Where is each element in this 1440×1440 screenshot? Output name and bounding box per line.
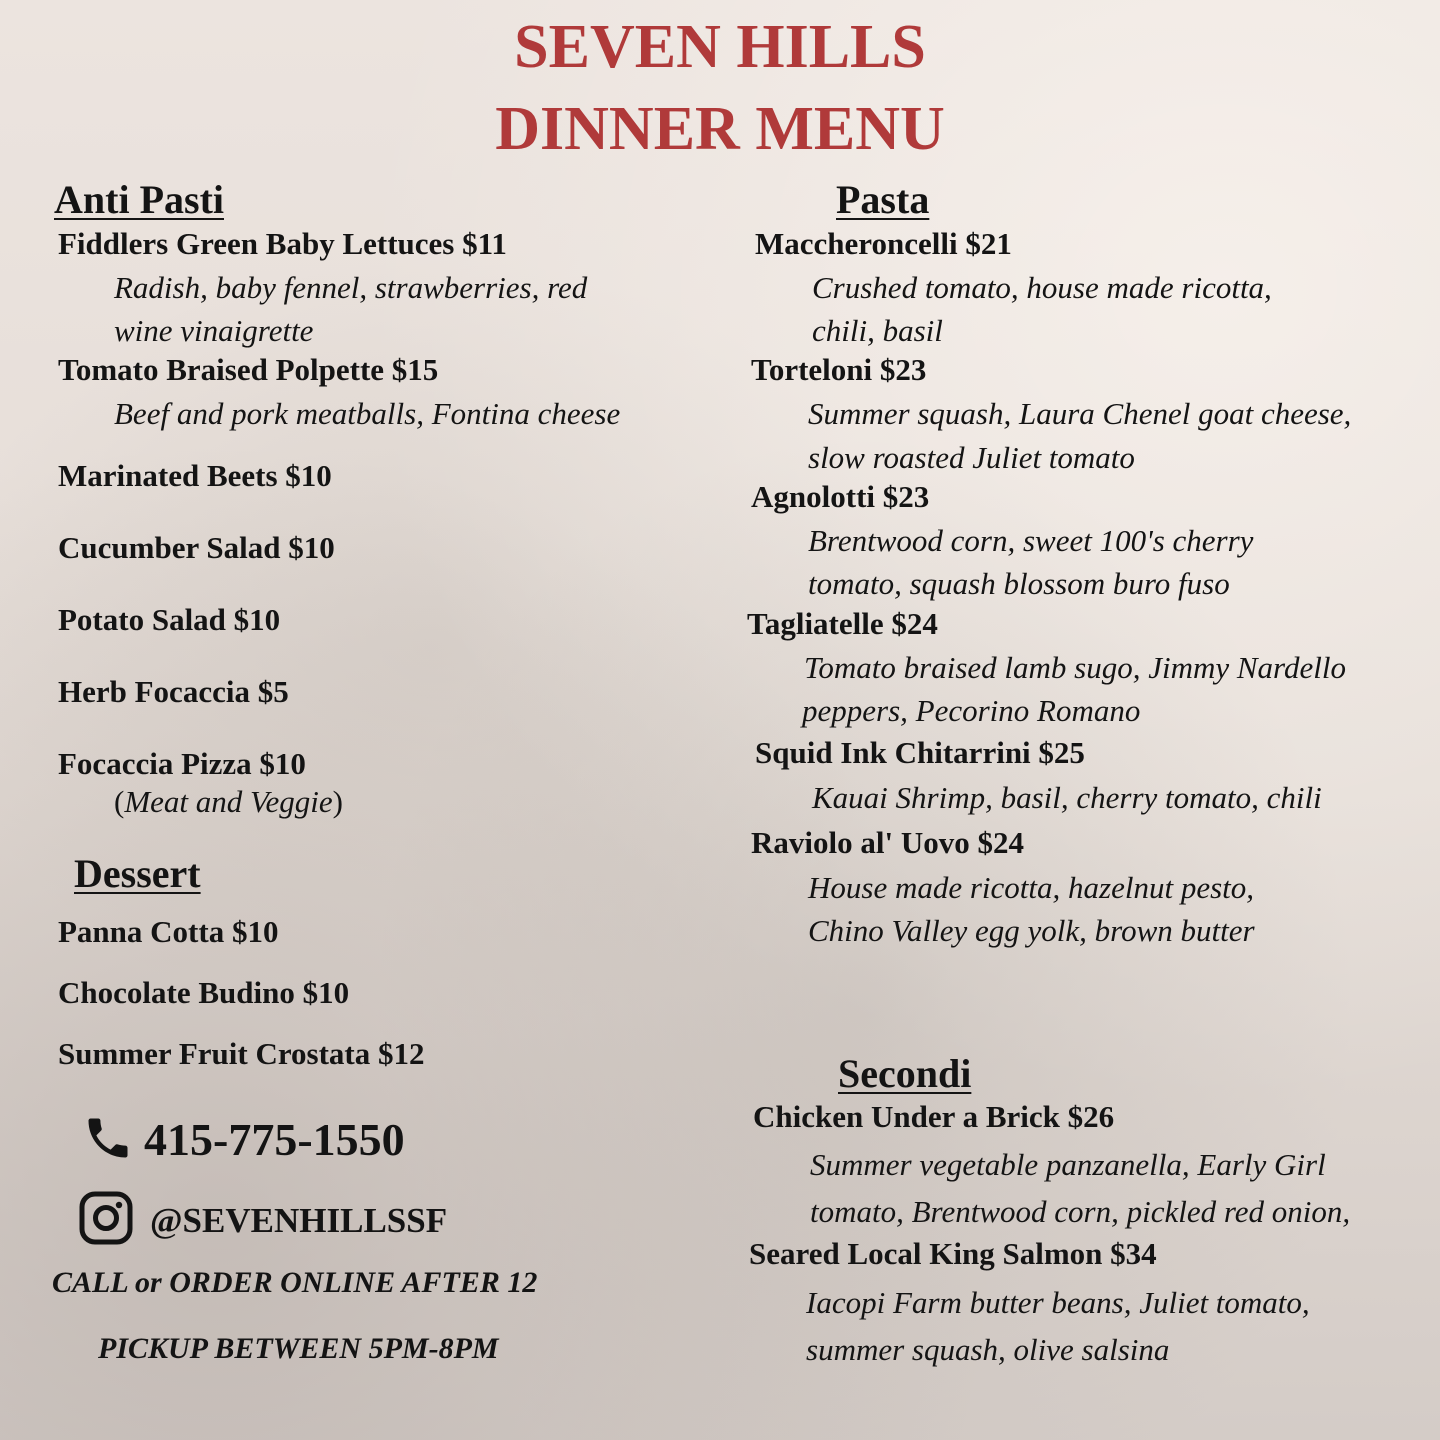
menu-item-name: Herb Focaccia $5 [58,674,289,709]
menu-item-description: summer squash, olive salsina [806,1332,1170,1367]
menu-item-name: Chicken Under a Brick $26 [753,1099,1115,1134]
menu-item-description: Summer vegetable panzanella, Early Girl [810,1147,1326,1182]
menu-item-name: Panna Cotta $10 [58,914,279,949]
order-note: CALL or ORDER ONLINE AFTER 12 [52,1266,538,1299]
instagram-icon [78,1190,134,1246]
note-text: Meat and Veggie [124,784,333,819]
menu-item-description: Crushed tomato, house made ricotta, [812,270,1272,305]
phone-number[interactable]: 415-775-1550 [144,1114,405,1165]
section-heading-secondi: Secondi [838,1051,972,1096]
menu-item-name: Chocolate Budino $10 [58,975,350,1010]
note-close-paren: ) [332,784,343,819]
menu-item-description: Tomato braised lamb sugo, Jimmy Nardello [804,650,1346,685]
menu-item-name: Tomato Braised Polpette $15 [58,352,439,387]
menu-item-description: Summer squash, Laura Chenel goat cheese, [808,396,1352,431]
pickup-note: PICKUP BETWEEN 5PM-8PM [98,1332,499,1365]
menu-item-description: wine vinaigrette [114,313,314,348]
menu-item-name: Squid Ink Chitarrini $25 [755,735,1085,770]
menu-item-description: Beef and pork meatballs, Fontina cheese [114,396,621,431]
menu-item-description: Chino Valley egg yolk, brown butter [808,913,1255,948]
menu-item-note [114,786,343,817]
menu-item-name: Seared Local King Salmon $34 [749,1236,1157,1271]
menu-item-description: tomato, squash blossom buro fuso [808,566,1230,601]
menu-item-name: Potato Salad $10 [58,602,281,637]
section-heading-dessert: Dessert [74,851,201,896]
menu-item-description: Iacopi Farm butter beans, Juliet tomato, [806,1285,1310,1320]
menu-item-name: Raviolo al' Uovo $24 [751,825,1024,860]
section-heading-antipasti: Anti Pasti [54,177,224,222]
menu-item-description: slow roasted Juliet tomato [808,440,1135,475]
menu-item-description: House made ricotta, hazelnut pesto, [808,870,1255,905]
menu-item-name: Agnolotti $23 [751,479,930,514]
menu-item-description: peppers, Pecorino Romano [802,693,1141,728]
section-heading-pasta: Pasta [836,177,930,222]
menu-title-line-1: SEVEN HILLS [514,13,926,81]
menu-item-name: Summer Fruit Crostata $12 [58,1036,425,1071]
phone-icon [82,1112,134,1164]
menu-item-name: Torteloni $23 [751,352,927,387]
menu-item-description: Kauai Shrimp, basil, cherry tomato, chili [812,780,1322,815]
menu-title-line-2: DINNER MENU [495,95,945,163]
note-open-paren: ( [114,784,125,819]
menu-item-description: tomato, Brentwood corn, pickled red onion, [810,1194,1351,1229]
menu-item-name: Tagliatelle $24 [747,606,938,641]
menu-item-description: chili, basil [812,313,943,348]
menu-item-description: Radish, baby fennel, strawberries, red [114,270,588,305]
menu-item-description: Brentwood corn, sweet 100's cherry [808,523,1254,558]
instagram-handle[interactable]: @SEVENHILLSSF [150,1201,448,1240]
menu-item-name: Cucumber Salad $10 [58,530,335,565]
menu-item-name: Marinated Beets $10 [58,458,332,493]
menu-item-name: Maccheroncelli $21 [755,226,1012,261]
menu-item-name: Fiddlers Green Baby Lettuces $11 [58,226,507,261]
menu-item-name: Focaccia Pizza $10 [58,746,306,781]
